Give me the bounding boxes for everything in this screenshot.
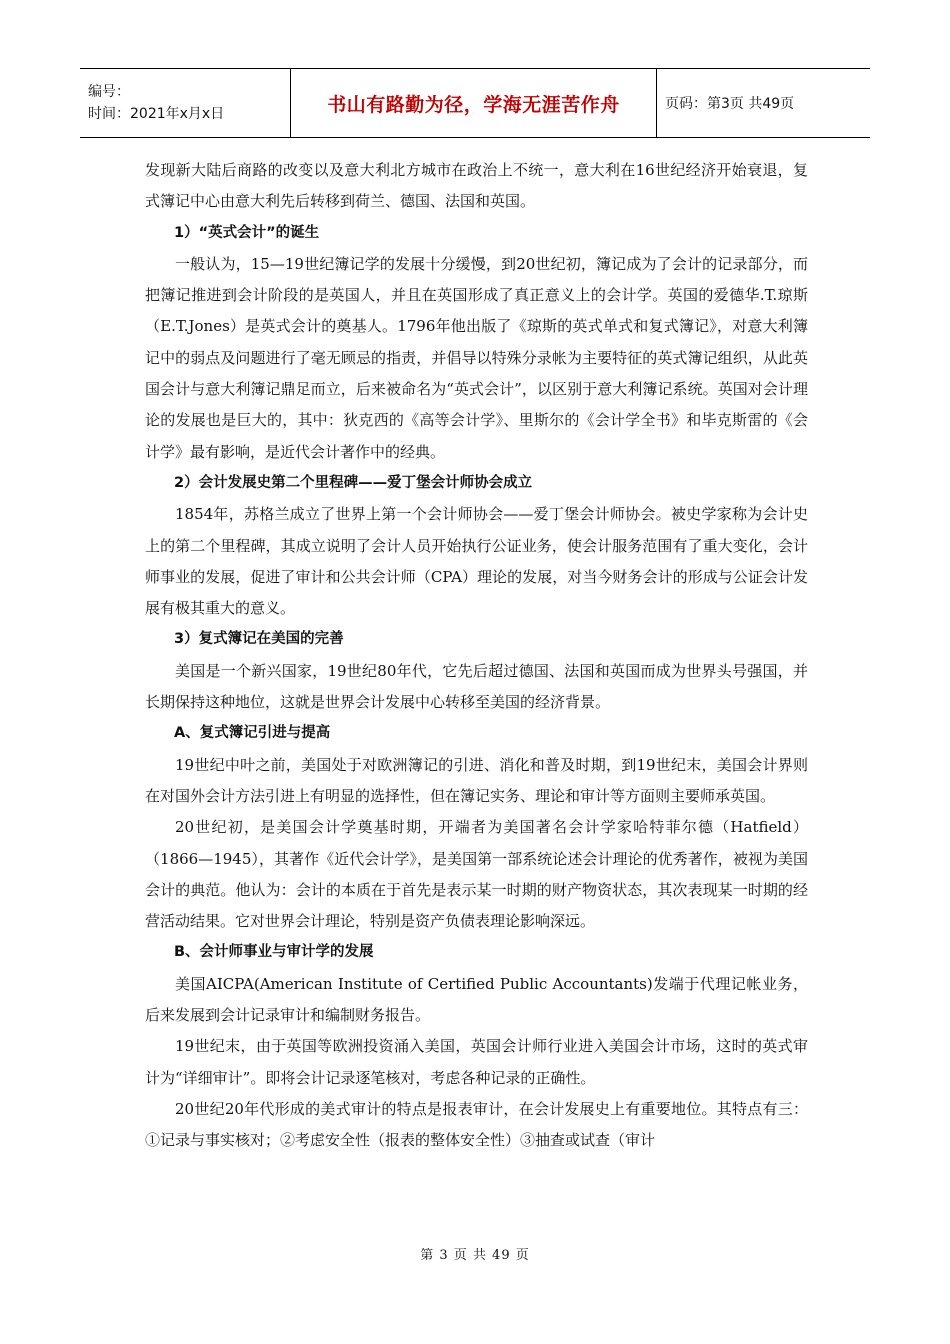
page-header: [80, 68, 870, 138]
body-paragraph: 一般认为，15—19世纪簿记学的发展十分缓慢，到20世纪初，簿记成为了会计的记录部分，而把簿记推进到会计阶段的是英国人，并且在英国形成了真正意义上的会计学。英国的爱德华.T.琼斯（E.T.Jones）是英式会计的奠基人。1796年他出版了《琼斯的英式单式和复式簿记》，对意大利簿记中的弱点及问题进行了毫无顾忌的指责，并倡导以特殊分录帐为主要特征的英式簿记组织，从此英国会计与意大利簿记鼎足而立，后来被命名为“英式会计”，以区别于意大利簿记系统。英国对会计理论的发展也是巨大的，其中：狄克西的《高等会计学》、里斯尔的《会计学全书》和毕克斯雷的《会计学》最有影响，是近代会计著作中的经典。: [145, 254, 808, 461]
document-body: [145, 155, 808, 1157]
document-time-label: 时间：2021年x月x日: [88, 106, 225, 122]
header-motto: 书山有路勤为径，学海无涯苦作舟: [291, 69, 657, 137]
body-paragraph: 发现新大陆后商路的改变以及意大利北方城市在政治上不统一，意大利在16世纪经济开始衰退，复式簿记中心由意大利先后转移到荷兰、德国、法国和英国。: [145, 161, 808, 211]
body-paragraph: 美国是一个新兴国家，19世纪80年代，它先后超过德国、法国和英国而成为世界头号强国，并长期保持这种地位，这就是世界会计发展中心转移至美国的经济背景。: [145, 661, 808, 712]
page-footer: 第 3 页 共 49 页: [420, 1248, 530, 1263]
body-paragraph: 19世纪末，由于英国等欧洲投资涌入美国，英国会计师行业进入美国会计市场，这时的英式审计为“详细审计”。即将会计记录逐笔核对，考虑各种记录的正确性。: [145, 1037, 808, 1087]
section-heading: A、复式簿记引进与提高: [174, 725, 331, 742]
body-paragraph: 20世纪初，是美国会计学奠基时期，开端者为美国著名会计学家哈特菲尔德（Hatfield）（1866—1945），其著作《近代会计学》，是美国第一部系统论述会计理论的优秀著作，被视为美国会计的典范。他认为：会计的本质在于首先是表示某一时期的财产物资状态，其次表现某一时期的经营活动结果。它对世界会计理论，特别是资产负债表理论影响深远。: [145, 818, 808, 931]
section-heading: B、会计师事业与审计学的发展: [174, 944, 374, 961]
body-paragraph: 1854年，苏格兰成立了世界上第一个会计师协会——爱丁堡会计师协会。被史学家称为会计史上的第二个里程碑，其成立说明了会计人员开始执行公证业务，使会计服务范围有了重大变化，会计师事业的发展，促进了审计和公共会计师（CPA）理论的发展，对当今财务会计的形成与公证会计发展有极其重大的意义。: [145, 505, 808, 618]
header-meta: [80, 69, 291, 137]
body-paragraph: 20世纪20年代形成的美式审计的特点是报表审计，在会计发展史上有重要地位。其特点有三：①记录与事实核对；②考虑安全性（报表的整体安全性）③抽查或试查（审计: [145, 1099, 808, 1150]
body-paragraph: 美国AICPA(American Institute of Certified Public Accountants)发端于代理记帐业务，后来发展到会计记录审计和编制财务报告。: [145, 974, 808, 1025]
section-heading: 1）“英式会计”的诞生: [174, 224, 320, 241]
document-number-label: 编号：: [88, 84, 130, 100]
body-paragraph: 19世纪中叶之前，美国处于对欧洲簿记的引进、消化和普及时期，到19世纪末，美国会计界则在对国外会计方法引进上有明显的选择性，但在簿记实务、理论和审计等方面则主要师承英国。: [145, 755, 808, 805]
section-heading: 2）会计发展史第二个里程碑——爱丁堡会计师协会成立: [174, 474, 533, 491]
header-page-info: 页码：第3页 共49页: [665, 96, 795, 112]
section-heading: 3）复式簿记在美国的完善: [174, 631, 344, 648]
